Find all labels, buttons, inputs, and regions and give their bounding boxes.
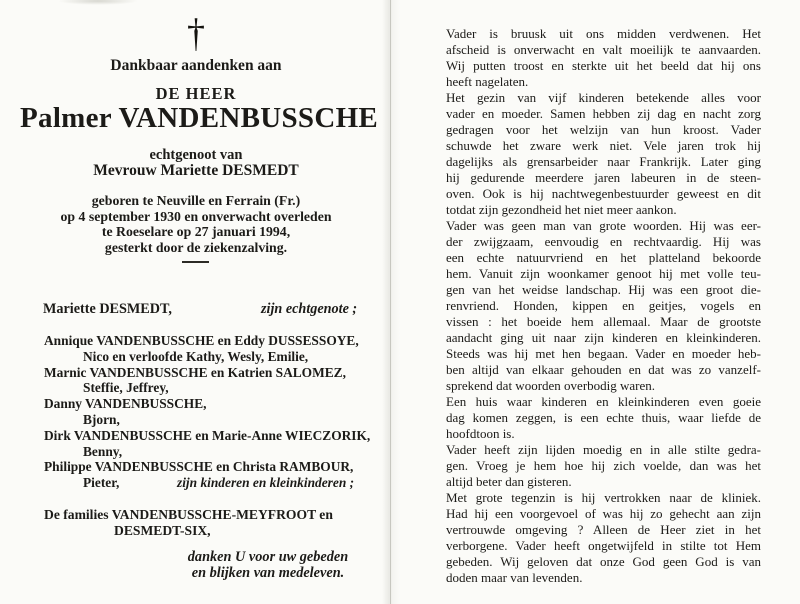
text-line: vertrouwde omgeving ? Alleen de Heer ziet in het <box>446 522 761 537</box>
text-line: hem. Vanuit zijn woonkamer genoot hij met volle teu- <box>446 266 761 281</box>
paragraph <box>446 218 761 394</box>
memorial-text <box>446 26 761 586</box>
text-line: een echte natuurvriend en het platteland bekoorde <box>446 250 761 265</box>
cross-icon: † <box>187 10 205 56</box>
text-line: gen van het weidse landschap. Hij was een groot die- <box>446 282 761 297</box>
text-line: afscheid is onverwacht en valt moeilijk te aanvaarden. <box>446 42 761 57</box>
text-line: ben altijd van elkaar gehouden en dat was zo vanzelf- <box>446 362 761 377</box>
birth-death-block <box>20 193 372 255</box>
family-row: Benny, <box>83 443 123 459</box>
text-line: schuwde het zware werk niet. Vele jaren trok hij <box>446 138 761 153</box>
thanks-line: en blijken van medeleven. <box>191 564 345 581</box>
family-row: Steffie, Jeffrey, <box>83 380 169 396</box>
paragraph <box>446 442 761 490</box>
right-page <box>384 0 800 604</box>
text-line: verborgene. Vader heeft ongetwijfeld in stilte tot Hem <box>446 538 761 553</box>
spouse-name: Mevrouw Mariette DESMEDT <box>93 162 299 179</box>
text-line: Vader is bruusk uit ons midden verdwenen. Het <box>446 26 761 41</box>
text-line: hoofdtoon is. <box>446 426 515 441</box>
grandchild-name: Pieter, <box>83 475 120 491</box>
deceased-name: Palmer VANDENBUSSCHE <box>20 102 379 134</box>
text-line: Met grote tegenzin is hij vertrokken naar de kliniek. <box>446 490 761 505</box>
text-line: oven. Ook is hij nachtwegenbestuurder geweest en dit <box>446 186 761 201</box>
text-line: Steeds was hij met hen begaan. Vader en moeder heb- <box>446 346 761 361</box>
text-line: Had hij een voorgevoel of was hij zo gehecht aan zijn <box>446 506 761 521</box>
family-row: Philippe VANDENBUSSCHE en Christa RAMBOUR, <box>44 459 354 475</box>
vitals-line: geboren te Neuville en Ferrain (Fr.) <box>91 193 301 208</box>
children-relation-label: zijn kinderen en kleinkinderen ; <box>177 475 355 491</box>
text-line: der zwijgzaam, eenvoudig en rechtvaardig. Hij was <box>446 234 761 249</box>
text-line: Een huis waar kinderen en kleinkinderen even goeie <box>446 394 761 409</box>
vitals-line: op 4 september 1930 en onverwacht overleden <box>60 208 332 224</box>
text-line: hij gedurende meerdere jaren labeuren in de steen- <box>446 170 761 185</box>
family-row: Marnic VANDENBUSSCHE en Katrien SALOMEZ, <box>44 364 346 380</box>
text-line: gen. Vroeg je hem hoe hij zich voelde, dan was het <box>446 458 761 473</box>
text-line: gedragen voor het welzijn van hun kroost. Vader <box>446 122 761 137</box>
family-row: Annique VANDENBUSSCHE en Eddy DUSSESSOYE, <box>44 333 359 348</box>
text-line: Vader heeft zijn lijden moedig en in alle stilte gedra- <box>446 442 761 457</box>
widow-row <box>43 301 373 318</box>
paragraph <box>446 26 761 90</box>
divider-rule <box>182 261 209 263</box>
families-line: De families VANDENBUSSCHE-MEYFROOT en <box>44 507 333 522</box>
family-row <box>44 475 380 491</box>
family-row: Danny VANDENBUSSCHE, <box>44 396 207 412</box>
vitals-line: gesterkt door de ziekenzalving. <box>104 239 288 255</box>
text-line: Vader was geen man van grote woorden. Hij was eer- <box>446 218 761 233</box>
family-list <box>44 333 380 491</box>
text-line: vader en moeder. Samen hebben zij dag en nacht zorg <box>446 106 761 121</box>
paragraph <box>446 90 761 218</box>
widow-name: Mariette DESMEDT, <box>43 301 172 317</box>
text-line: totdat zijn gezondheid het niet meer aankon. <box>446 202 677 217</box>
text-line: Wij putten troost en sterkte uit het beeld dat hij ons <box>446 58 761 73</box>
text-line: altijd beter dan gisteren. <box>446 474 572 489</box>
thanks-block <box>168 550 368 581</box>
vitals-line: te Roeselare op 27 januari 1994, <box>101 224 291 240</box>
text-line: dag komen zeggen, is een echte thuis, waar liefde de <box>446 410 761 425</box>
families-line: DESMEDT-SIX, <box>114 523 211 538</box>
left-page <box>0 0 384 604</box>
families-block <box>44 507 333 539</box>
text-line: sprekend dat woorden overbodig waren. <box>446 378 656 393</box>
paragraph <box>446 490 761 586</box>
text-line: Het gezin van vijf kinderen betekende alles voor <box>446 90 761 105</box>
relation-text: echtgenoot van <box>149 147 243 163</box>
text-line: renvriend. Honden, kippen en geitjes, vogels en <box>446 298 761 313</box>
honorific-text: DE HEER <box>155 84 237 103</box>
text-line: heeft nagelaten. <box>446 74 529 89</box>
intro-text: Dankbaar aandenken aan <box>110 57 282 74</box>
text-line: doden maar van levenden. <box>446 570 583 585</box>
paragraph <box>446 394 761 442</box>
family-row: Bjorn, <box>83 411 120 427</box>
family-row: Nico en verloofde Kathy, Wesly, Emilie, <box>83 348 309 364</box>
widow-relation-label: zijn echtgenote ; <box>261 301 358 317</box>
text-line: aandacht ging uit naar zijn kinderen en kleinkinderen. <box>446 330 761 345</box>
thanks-line: danken U voor uw gebeden <box>187 549 349 565</box>
family-row: Dirk VANDENBUSSCHE en Marie-Anne WIECZORIK, <box>44 427 371 443</box>
text-line: gebeden. Wij geloven dat onze God geen God is van <box>446 554 761 569</box>
text-line: dagelijks als grensarbeider naar Frankrijk. Later ging <box>446 154 761 169</box>
text-line: vissen : het boeide hem allemaal. Maar de grootste <box>446 314 761 329</box>
